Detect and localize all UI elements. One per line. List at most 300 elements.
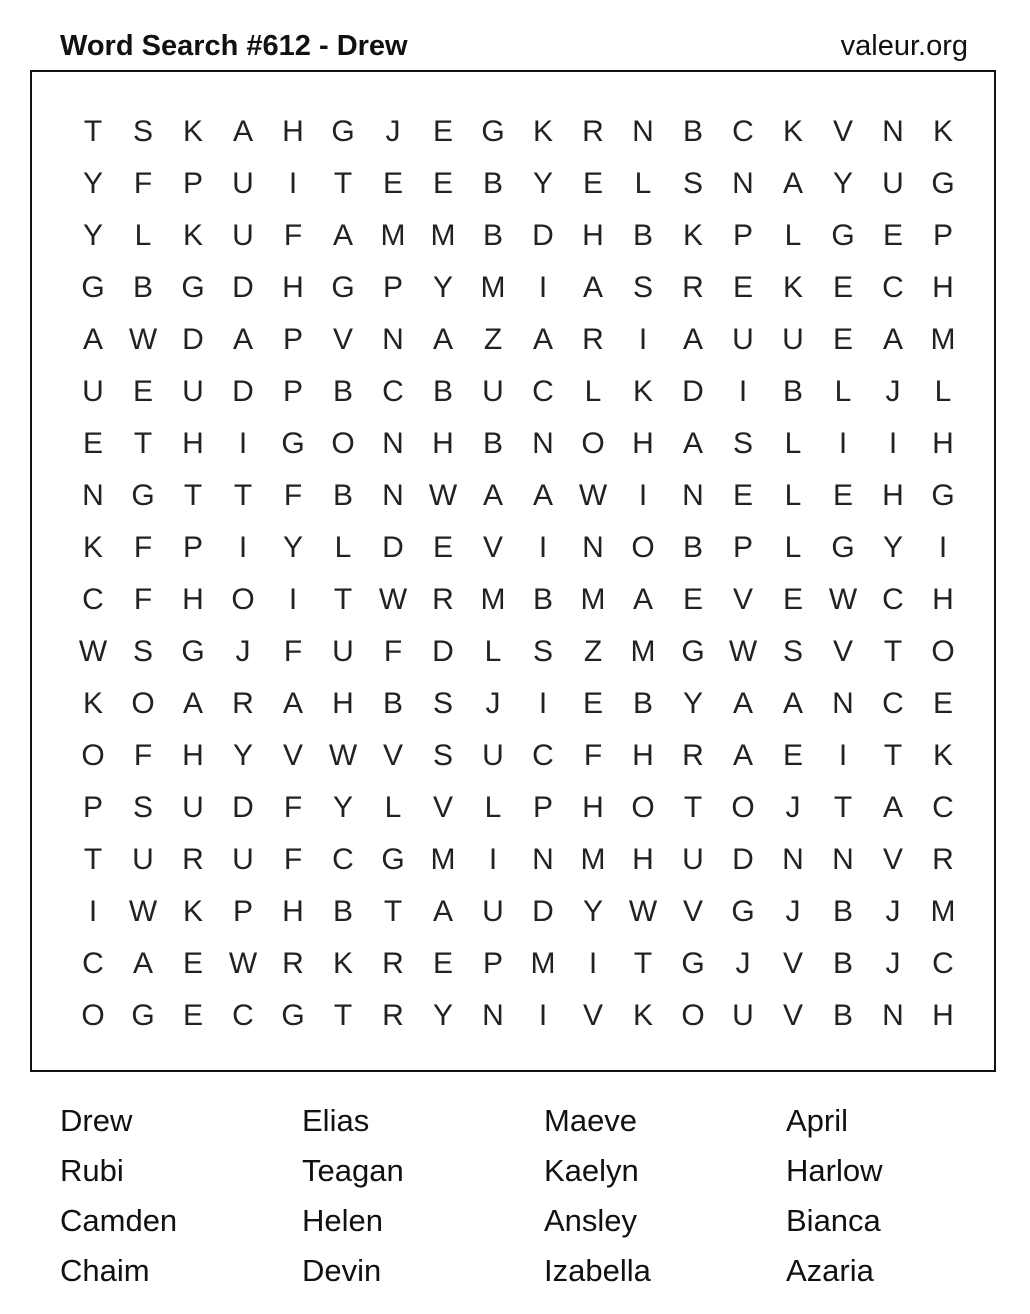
- grid-cell[interactable]: O: [81, 999, 105, 1032]
- grid-cell[interactable]: I: [738, 375, 748, 408]
- grid-cell[interactable]: W: [378, 583, 408, 616]
- grid-cell[interactable]: B: [832, 999, 853, 1032]
- grid-cell[interactable]: P: [482, 947, 503, 980]
- grid-cell[interactable]: K: [82, 531, 103, 564]
- grid-cell[interactable]: K: [182, 219, 203, 252]
- grid-cell[interactable]: A: [132, 947, 153, 980]
- grid-cell[interactable]: H: [632, 739, 654, 772]
- grid-cell[interactable]: J: [735, 947, 751, 980]
- grid-cell[interactable]: N: [82, 479, 104, 512]
- grid-cell[interactable]: G: [931, 167, 955, 200]
- grid-cell[interactable]: B: [332, 479, 353, 512]
- grid-cell[interactable]: N: [382, 323, 404, 356]
- grid-cell[interactable]: R: [682, 271, 704, 304]
- grid-cell[interactable]: M: [480, 583, 506, 616]
- grid-cell[interactable]: H: [632, 843, 654, 876]
- grid-cell[interactable]: Y: [282, 531, 303, 564]
- grid-cell[interactable]: V: [882, 843, 903, 876]
- grid-cell[interactable]: K: [932, 739, 953, 772]
- grid-cell[interactable]: B: [482, 167, 503, 200]
- grid-cell[interactable]: I: [538, 271, 548, 304]
- grid-cell[interactable]: V: [832, 635, 853, 668]
- grid-cell[interactable]: C: [232, 999, 254, 1032]
- grid-cell[interactable]: E: [932, 687, 953, 720]
- grid-cell[interactable]: R: [582, 323, 604, 356]
- grid-cell[interactable]: R: [432, 583, 454, 616]
- grid-cell[interactable]: F: [283, 635, 303, 668]
- grid-cell[interactable]: H: [932, 583, 954, 616]
- grid-cell[interactable]: E: [832, 323, 853, 356]
- grid-cell[interactable]: U: [332, 635, 354, 668]
- grid-cell[interactable]: R: [932, 843, 954, 876]
- grid-cell[interactable]: D: [182, 323, 204, 356]
- grid-cell[interactable]: B: [332, 895, 353, 928]
- grid-cell[interactable]: T: [133, 427, 153, 460]
- grid-cell[interactable]: U: [882, 167, 904, 200]
- grid-cell[interactable]: P: [282, 323, 303, 356]
- grid-cell[interactable]: P: [932, 219, 953, 252]
- grid-cell[interactable]: T: [333, 999, 353, 1032]
- grid-cell[interactable]: A: [232, 115, 253, 148]
- grid-cell[interactable]: A: [632, 583, 653, 616]
- grid-cell[interactable]: Y: [82, 219, 103, 252]
- grid-cell[interactable]: N: [682, 479, 704, 512]
- grid-cell[interactable]: R: [182, 843, 204, 876]
- grid-cell[interactable]: U: [782, 323, 804, 356]
- grid-cell[interactable]: A: [532, 479, 553, 512]
- grid-cell[interactable]: L: [784, 531, 802, 564]
- grid-cell[interactable]: E: [182, 947, 203, 980]
- grid-cell[interactable]: O: [931, 635, 955, 668]
- grid-cell[interactable]: S: [532, 635, 553, 668]
- grid-cell[interactable]: S: [732, 427, 753, 460]
- grid-cell[interactable]: G: [731, 895, 755, 928]
- grid-cell[interactable]: O: [731, 791, 755, 824]
- grid-cell[interactable]: P: [232, 895, 253, 928]
- grid-cell[interactable]: G: [281, 999, 305, 1032]
- grid-cell[interactable]: E: [832, 479, 853, 512]
- grid-cell[interactable]: L: [634, 167, 652, 200]
- grid-cell[interactable]: B: [682, 115, 703, 148]
- grid-cell[interactable]: G: [181, 271, 205, 304]
- grid-cell[interactable]: A: [882, 791, 903, 824]
- grid-cell[interactable]: H: [332, 687, 354, 720]
- grid-cell[interactable]: N: [482, 999, 504, 1032]
- grid-cell[interactable]: P: [182, 167, 203, 200]
- grid-cell[interactable]: H: [932, 427, 954, 460]
- grid-cell[interactable]: N: [382, 479, 404, 512]
- grid-cell[interactable]: P: [282, 375, 303, 408]
- grid-cell[interactable]: H: [282, 895, 304, 928]
- grid-cell[interactable]: A: [532, 323, 553, 356]
- grid-cell[interactable]: F: [283, 843, 303, 876]
- grid-cell[interactable]: I: [838, 427, 848, 460]
- grid-cell[interactable]: G: [81, 271, 105, 304]
- grid-cell[interactable]: A: [782, 167, 803, 200]
- grid-cell[interactable]: L: [584, 375, 602, 408]
- grid-cell[interactable]: B: [832, 895, 853, 928]
- grid-cell[interactable]: E: [832, 271, 853, 304]
- grid-cell[interactable]: P: [382, 271, 403, 304]
- grid-cell[interactable]: T: [883, 739, 903, 772]
- grid-cell[interactable]: U: [482, 375, 504, 408]
- grid-cell[interactable]: M: [580, 583, 606, 616]
- grid-cell[interactable]: C: [882, 583, 904, 616]
- grid-cell[interactable]: J: [385, 115, 401, 148]
- grid-cell[interactable]: C: [532, 375, 554, 408]
- grid-cell[interactable]: W: [828, 583, 858, 616]
- grid-cell[interactable]: O: [681, 999, 705, 1032]
- grid-cell[interactable]: E: [382, 167, 403, 200]
- grid-cell[interactable]: I: [238, 427, 248, 460]
- grid-cell[interactable]: O: [581, 427, 605, 460]
- grid-cell[interactable]: T: [633, 947, 653, 980]
- grid-cell[interactable]: G: [331, 115, 355, 148]
- grid-cell[interactable]: M: [930, 895, 956, 928]
- grid-cell[interactable]: I: [638, 479, 648, 512]
- grid-cell[interactable]: V: [782, 999, 803, 1032]
- grid-cell[interactable]: R: [382, 947, 404, 980]
- grid-cell[interactable]: A: [732, 739, 753, 772]
- grid-cell[interactable]: P: [532, 791, 553, 824]
- grid-cell[interactable]: V: [332, 323, 353, 356]
- grid-cell[interactable]: A: [882, 323, 903, 356]
- grid-cell[interactable]: U: [82, 375, 104, 408]
- grid-cell[interactable]: B: [832, 947, 853, 980]
- grid-cell[interactable]: B: [532, 583, 553, 616]
- grid-cell[interactable]: B: [332, 375, 353, 408]
- grid-cell[interactable]: Y: [532, 167, 553, 200]
- grid-cell[interactable]: J: [235, 635, 251, 668]
- grid-cell[interactable]: U: [232, 167, 254, 200]
- grid-cell[interactable]: G: [931, 479, 955, 512]
- grid-cell[interactable]: B: [482, 427, 503, 460]
- grid-cell[interactable]: W: [728, 635, 758, 668]
- grid-cell[interactable]: M: [380, 219, 406, 252]
- grid-cell[interactable]: V: [432, 791, 453, 824]
- grid-cell[interactable]: F: [133, 583, 153, 616]
- grid-cell[interactable]: I: [938, 531, 948, 564]
- grid-cell[interactable]: C: [732, 115, 754, 148]
- grid-cell[interactable]: U: [132, 843, 154, 876]
- grid-cell[interactable]: F: [133, 531, 153, 564]
- grid-cell[interactable]: A: [582, 271, 603, 304]
- grid-cell[interactable]: S: [682, 167, 703, 200]
- grid-cell[interactable]: G: [831, 219, 855, 252]
- grid-cell[interactable]: V: [682, 895, 703, 928]
- grid-cell[interactable]: A: [732, 687, 753, 720]
- grid-cell[interactable]: A: [432, 323, 453, 356]
- grid-cell[interactable]: H: [882, 479, 904, 512]
- grid-cell[interactable]: I: [588, 947, 598, 980]
- grid-cell[interactable]: R: [282, 947, 304, 980]
- grid-cell[interactable]: M: [580, 843, 606, 876]
- grid-cell[interactable]: M: [430, 843, 456, 876]
- grid-cell[interactable]: J: [885, 375, 901, 408]
- grid-cell[interactable]: G: [131, 999, 155, 1032]
- grid-cell[interactable]: I: [838, 739, 848, 772]
- grid-cell[interactable]: W: [228, 947, 258, 980]
- grid-cell[interactable]: A: [282, 687, 303, 720]
- grid-cell[interactable]: E: [582, 167, 603, 200]
- grid-cell[interactable]: M: [530, 947, 556, 980]
- grid-cell[interactable]: N: [732, 167, 754, 200]
- grid-cell[interactable]: L: [384, 791, 402, 824]
- grid-cell[interactable]: S: [132, 115, 153, 148]
- grid-cell[interactable]: A: [82, 323, 103, 356]
- grid-cell[interactable]: I: [288, 583, 298, 616]
- grid-cell[interactable]: A: [232, 323, 253, 356]
- grid-cell[interactable]: H: [182, 739, 204, 772]
- grid-cell[interactable]: F: [133, 167, 153, 200]
- grid-cell[interactable]: I: [88, 895, 98, 928]
- grid-cell[interactable]: S: [132, 791, 153, 824]
- grid-cell[interactable]: V: [382, 739, 403, 772]
- grid-cell[interactable]: H: [282, 271, 304, 304]
- grid-cell[interactable]: V: [482, 531, 503, 564]
- grid-cell[interactable]: G: [181, 635, 205, 668]
- grid-cell[interactable]: Y: [882, 531, 903, 564]
- grid-cell[interactable]: D: [532, 219, 554, 252]
- grid-cell[interactable]: N: [882, 115, 904, 148]
- grid-cell[interactable]: A: [682, 427, 703, 460]
- grid-cell[interactable]: E: [732, 271, 753, 304]
- grid-cell[interactable]: G: [131, 479, 155, 512]
- grid-cell[interactable]: T: [883, 635, 903, 668]
- grid-cell[interactable]: W: [128, 323, 158, 356]
- grid-cell[interactable]: D: [232, 375, 254, 408]
- grid-cell[interactable]: W: [328, 739, 358, 772]
- grid-cell[interactable]: C: [332, 843, 354, 876]
- grid-cell[interactable]: J: [885, 947, 901, 980]
- grid-cell[interactable]: Y: [432, 999, 453, 1032]
- grid-cell[interactable]: B: [682, 531, 703, 564]
- grid-cell[interactable]: F: [583, 739, 603, 772]
- grid-cell[interactable]: C: [82, 583, 104, 616]
- grid-cell[interactable]: G: [481, 115, 505, 148]
- grid-cell[interactable]: E: [132, 375, 153, 408]
- grid-cell[interactable]: N: [532, 843, 554, 876]
- grid-cell[interactable]: O: [131, 687, 155, 720]
- grid-cell[interactable]: U: [732, 323, 754, 356]
- grid-cell[interactable]: L: [484, 635, 502, 668]
- grid-cell[interactable]: D: [732, 843, 754, 876]
- grid-cell[interactable]: M: [430, 219, 456, 252]
- grid-cell[interactable]: H: [582, 791, 604, 824]
- grid-cell[interactable]: J: [885, 895, 901, 928]
- grid-cell[interactable]: D: [682, 375, 704, 408]
- grid-cell[interactable]: K: [682, 219, 703, 252]
- grid-cell[interactable]: O: [631, 791, 655, 824]
- grid-cell[interactable]: B: [482, 219, 503, 252]
- grid-cell[interactable]: L: [334, 531, 352, 564]
- grid-cell[interactable]: C: [82, 947, 104, 980]
- grid-cell[interactable]: C: [532, 739, 554, 772]
- grid-cell[interactable]: O: [331, 427, 355, 460]
- grid-cell[interactable]: D: [382, 531, 404, 564]
- grid-cell[interactable]: I: [888, 427, 898, 460]
- grid-cell[interactable]: U: [682, 843, 704, 876]
- grid-cell[interactable]: H: [632, 427, 654, 460]
- grid-cell[interactable]: H: [182, 427, 204, 460]
- grid-cell[interactable]: K: [932, 115, 953, 148]
- grid-cell[interactable]: W: [128, 895, 158, 928]
- grid-cell[interactable]: Y: [82, 167, 103, 200]
- grid-cell[interactable]: S: [432, 739, 453, 772]
- grid-cell[interactable]: J: [785, 791, 801, 824]
- grid-cell[interactable]: B: [432, 375, 453, 408]
- grid-cell[interactable]: U: [232, 219, 254, 252]
- grid-cell[interactable]: A: [682, 323, 703, 356]
- grid-cell[interactable]: G: [281, 427, 305, 460]
- grid-cell[interactable]: I: [538, 531, 548, 564]
- grid-cell[interactable]: I: [488, 843, 498, 876]
- grid-cell[interactable]: V: [732, 583, 753, 616]
- grid-cell[interactable]: C: [882, 687, 904, 720]
- grid-cell[interactable]: T: [333, 583, 353, 616]
- grid-cell[interactable]: R: [582, 115, 604, 148]
- grid-cell[interactable]: E: [432, 115, 453, 148]
- grid-cell[interactable]: Y: [332, 791, 353, 824]
- grid-cell[interactable]: J: [785, 895, 801, 928]
- grid-cell[interactable]: F: [283, 219, 303, 252]
- grid-cell[interactable]: E: [182, 999, 203, 1032]
- grid-cell[interactable]: O: [631, 531, 655, 564]
- grid-cell[interactable]: R: [682, 739, 704, 772]
- grid-cell[interactable]: T: [183, 479, 203, 512]
- grid-cell[interactable]: L: [134, 219, 152, 252]
- grid-cell[interactable]: V: [282, 739, 303, 772]
- grid-cell[interactable]: Y: [582, 895, 603, 928]
- grid-cell[interactable]: G: [681, 947, 705, 980]
- grid-cell[interactable]: P: [82, 791, 103, 824]
- grid-cell[interactable]: I: [538, 999, 548, 1032]
- grid-cell[interactable]: I: [638, 323, 648, 356]
- grid-cell[interactable]: I: [538, 687, 548, 720]
- grid-cell[interactable]: M: [630, 635, 656, 668]
- grid-cell[interactable]: E: [782, 739, 803, 772]
- grid-cell[interactable]: W: [428, 479, 458, 512]
- grid-cell[interactable]: G: [331, 271, 355, 304]
- grid-cell[interactable]: P: [732, 531, 753, 564]
- grid-cell[interactable]: D: [232, 791, 254, 824]
- grid-cell[interactable]: C: [932, 947, 954, 980]
- grid-cell[interactable]: L: [484, 791, 502, 824]
- grid-cell[interactable]: L: [834, 375, 852, 408]
- grid-cell[interactable]: R: [382, 999, 404, 1032]
- grid-cell[interactable]: Y: [232, 739, 253, 772]
- grid-cell[interactable]: E: [432, 167, 453, 200]
- grid-cell[interactable]: A: [332, 219, 353, 252]
- grid-cell[interactable]: A: [182, 687, 203, 720]
- grid-cell[interactable]: P: [182, 531, 203, 564]
- grid-cell[interactable]: B: [632, 687, 653, 720]
- grid-cell[interactable]: E: [732, 479, 753, 512]
- grid-cell[interactable]: N: [532, 427, 554, 460]
- grid-cell[interactable]: I: [288, 167, 298, 200]
- grid-cell[interactable]: H: [182, 583, 204, 616]
- grid-cell[interactable]: C: [382, 375, 404, 408]
- grid-cell[interactable]: E: [882, 219, 903, 252]
- grid-cell[interactable]: N: [582, 531, 604, 564]
- grid-cell[interactable]: G: [681, 635, 705, 668]
- grid-cell[interactable]: F: [133, 739, 153, 772]
- grid-cell[interactable]: C: [882, 271, 904, 304]
- grid-cell[interactable]: A: [782, 687, 803, 720]
- grid-cell[interactable]: V: [832, 115, 853, 148]
- grid-cell[interactable]: W: [78, 635, 108, 668]
- grid-cell[interactable]: T: [83, 115, 103, 148]
- grid-cell[interactable]: B: [382, 687, 403, 720]
- grid-cell[interactable]: K: [182, 895, 203, 928]
- grid-cell[interactable]: O: [81, 739, 105, 772]
- grid-cell[interactable]: L: [784, 219, 802, 252]
- grid-cell[interactable]: N: [782, 843, 804, 876]
- grid-cell[interactable]: G: [831, 531, 855, 564]
- grid-cell[interactable]: V: [582, 999, 603, 1032]
- grid-cell[interactable]: U: [182, 375, 204, 408]
- grid-cell[interactable]: K: [632, 999, 653, 1032]
- grid-cell[interactable]: N: [832, 687, 854, 720]
- grid-cell[interactable]: H: [432, 427, 454, 460]
- grid-cell[interactable]: L: [784, 427, 802, 460]
- grid-cell[interactable]: U: [482, 739, 504, 772]
- grid-cell[interactable]: H: [932, 999, 954, 1032]
- grid-cell[interactable]: T: [683, 791, 703, 824]
- grid-cell[interactable]: M: [930, 323, 956, 356]
- grid-cell[interactable]: H: [582, 219, 604, 252]
- grid-cell[interactable]: T: [333, 167, 353, 200]
- grid-cell[interactable]: L: [934, 375, 952, 408]
- grid-cell[interactable]: R: [232, 687, 254, 720]
- grid-cell[interactable]: F: [383, 635, 403, 668]
- grid-cell[interactable]: U: [732, 999, 754, 1032]
- grid-cell[interactable]: S: [632, 271, 653, 304]
- grid-cell[interactable]: N: [882, 999, 904, 1032]
- grid-cell[interactable]: K: [782, 115, 803, 148]
- grid-cell[interactable]: E: [82, 427, 103, 460]
- grid-cell[interactable]: K: [332, 947, 353, 980]
- grid-cell[interactable]: Z: [483, 323, 503, 356]
- grid-cell[interactable]: K: [782, 271, 803, 304]
- grid-cell[interactable]: U: [182, 791, 204, 824]
- grid-cell[interactable]: K: [182, 115, 203, 148]
- grid-cell[interactable]: C: [932, 791, 954, 824]
- grid-cell[interactable]: L: [784, 479, 802, 512]
- grid-cell[interactable]: H: [932, 271, 954, 304]
- grid-cell[interactable]: W: [578, 479, 608, 512]
- grid-cell[interactable]: D: [232, 271, 254, 304]
- grid-cell[interactable]: Y: [832, 167, 853, 200]
- grid-cell[interactable]: G: [381, 843, 405, 876]
- grid-cell[interactable]: D: [532, 895, 554, 928]
- grid-cell[interactable]: D: [432, 635, 454, 668]
- grid-cell[interactable]: F: [283, 479, 303, 512]
- grid-cell[interactable]: E: [782, 583, 803, 616]
- grid-cell[interactable]: A: [432, 895, 453, 928]
- grid-cell[interactable]: B: [132, 271, 153, 304]
- grid-cell[interactable]: I: [238, 531, 248, 564]
- grid-cell[interactable]: T: [833, 791, 853, 824]
- grid-cell[interactable]: M: [480, 271, 506, 304]
- grid-cell[interactable]: S: [432, 687, 453, 720]
- grid-cell[interactable]: T: [83, 843, 103, 876]
- grid-cell[interactable]: T: [383, 895, 403, 928]
- grid-cell[interactable]: S: [782, 635, 803, 668]
- grid-cell[interactable]: F: [283, 791, 303, 824]
- grid-cell[interactable]: E: [432, 947, 453, 980]
- grid-cell[interactable]: N: [382, 427, 404, 460]
